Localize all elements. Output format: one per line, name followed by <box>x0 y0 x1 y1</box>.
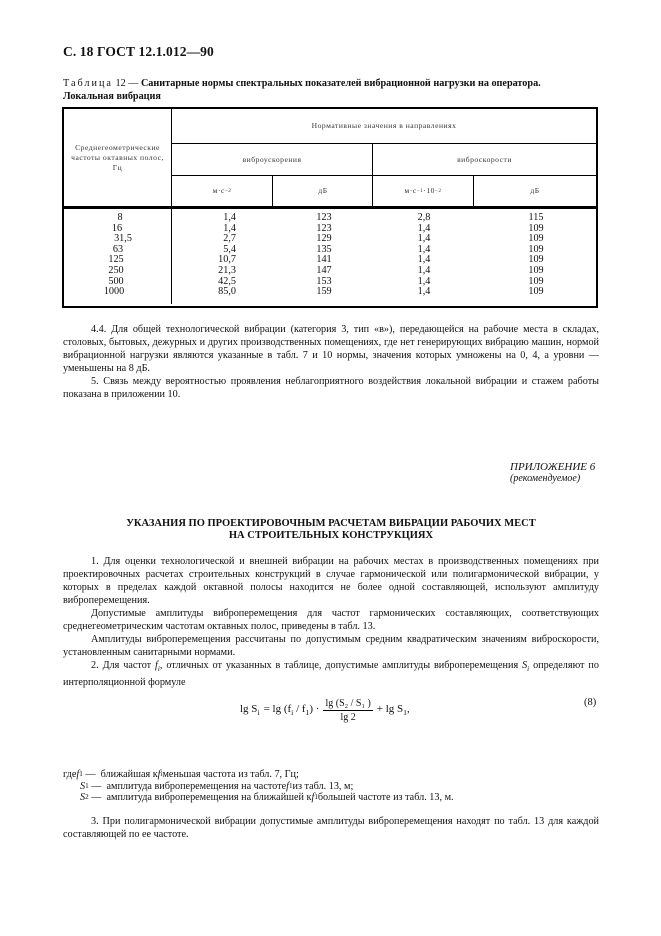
appendix-paragraph-4 <box>63 659 599 689</box>
column-velocity-db <box>516 213 556 298</box>
table-caption-title: Санитарные нормы спектральных показателей вибрационной нагрузки на оператора. <box>140 78 541 89</box>
definition-text-end: из табл. 13, м; <box>292 780 354 792</box>
cell-accel: 2,7 <box>223 233 236 245</box>
definition-dash: — <box>85 769 96 780</box>
formula-lhs-sub: i <box>257 708 260 718</box>
cell-vel-db: 115 <box>528 212 544 223</box>
unit-vel-mid: ·10 <box>423 186 435 195</box>
definition-item <box>63 781 454 793</box>
cell-accel-db: 123 <box>316 222 332 234</box>
formula-numerator: lg (S₂ / S₁ ) <box>325 698 371 709</box>
cell-accel: 85,0 <box>218 286 236 298</box>
p4-text-end: определяют по интерполяционной формуле <box>63 660 599 689</box>
header-frequency: Среднегеометрические частоты октавных полос, Гц <box>71 142 164 172</box>
unit-vel-exp1: −1 <box>416 188 424 194</box>
formula-rhs-text: + lg S <box>376 703 404 716</box>
cell-vel-db: 109 <box>528 264 544 276</box>
definition-item <box>63 792 454 804</box>
formula-close: ) · <box>309 703 320 716</box>
column-frequency <box>96 213 144 298</box>
cell-vel-db: 109 <box>528 222 544 234</box>
cell-vel: 1,4 <box>417 275 431 287</box>
appendix-label: ПРИЛОЖЕНИЕ 6 <box>510 461 596 473</box>
cell-freq: 1000 <box>103 286 125 298</box>
p4-var-f: f <box>155 660 158 671</box>
p4-var-f-sub: i <box>157 665 160 674</box>
formula-slash: / f <box>293 703 306 716</box>
cell-vel: 1,4 <box>417 264 431 276</box>
definition-symbol-sub: 1 <box>85 781 89 790</box>
cell-vel-db: 109 <box>528 275 544 287</box>
definition-var-sub: 1 <box>314 793 318 801</box>
sanitary-norms-table <box>62 107 598 308</box>
formula-f1-sub: 1 <box>305 708 310 718</box>
unit-vel-exp2: −2 <box>434 188 442 194</box>
page-header: С. 18 ГОСТ 12.1.012—90 <box>63 44 214 59</box>
formula-eq: = lg (f <box>263 703 292 716</box>
table-caption-dash: — <box>125 78 141 89</box>
cell-vel: 1,4 <box>417 222 431 234</box>
definition-text-end: меньшая частота из табл. 7, Гц; <box>162 769 299 780</box>
definition-text-end: большей частоте из табл. 13, м. <box>317 792 454 803</box>
appendix-status: (рекомендуемое) <box>510 473 581 484</box>
definition-var-sub: 1 <box>288 781 293 790</box>
cell-accel-db: 159 <box>316 286 332 298</box>
cell-vel: 1,4 <box>417 254 431 266</box>
header-velocity: виброскорости <box>457 154 512 164</box>
definition-symbol-sub: 1 <box>79 770 83 778</box>
cell-vel-db: 109 <box>528 254 544 266</box>
definition-symbol: S <box>80 792 86 803</box>
appendix-paragraph-1: 1. Для оценки технологической и внешней вибрации на рабочих местах в производственных помещениях при проектировочных расчетах строительных конструкций в случае гармонической или полигармонической вибрации, у которых в пределах каждой октавной полосы находится не более одной составляющей, используют амплитуду виброперемещения. <box>63 556 599 606</box>
formula-denominator: lg 2 <box>340 712 356 723</box>
cell-accel-db: 147 <box>316 264 332 276</box>
body-text-block-2 <box>63 555 599 689</box>
definition-item <box>63 769 454 781</box>
column-acceleration <box>196 213 236 298</box>
unit-vel-base: м·с <box>404 186 417 195</box>
cell-vel: 1,4 <box>417 243 431 255</box>
cell-freq: 125 <box>108 254 124 266</box>
definition-text: амплитуда виброперемещения на частоте <box>106 780 287 792</box>
cell-freq: 63 <box>112 243 124 255</box>
definition-prefix: где <box>63 769 77 780</box>
cell-accel: 10,7 <box>218 254 236 266</box>
cell-accel-db: 123 <box>316 212 332 223</box>
cell-freq: 250 <box>108 264 124 276</box>
appendix-paragraph-2: Допустимые амплитуды виброперемещения для частот гармонических составляющих, соответствующих среднегеометрическим частотам октавных полос, приведены в табл. 13. <box>63 608 599 632</box>
definition-var-sub: i <box>160 770 163 778</box>
cell-vel: 1,4 <box>417 233 431 245</box>
formula-fraction <box>323 698 372 723</box>
table-caption-subtitle: Локальная вибрация <box>63 90 161 102</box>
appendix-title-line2: НА СТРОИТЕЛЬНЫХ КОНСТРУКЦИЯХ <box>228 529 434 541</box>
definition-symbol: f <box>76 769 80 780</box>
p4-var-s: S <box>522 660 528 671</box>
cell-freq: 31,5 <box>114 233 132 245</box>
unit-accel-base: м·с <box>212 186 225 195</box>
paragraph-5: 5. Связь между вероятностью проявления неблагоприятного воздействия локальной вибрации и стажем работы показана в приложении 10. <box>63 376 599 400</box>
unit-accel <box>172 176 272 206</box>
cell-accel: 42,5 <box>218 275 236 287</box>
appendix-title <box>63 518 599 541</box>
appendix-label-block <box>510 462 595 484</box>
cell-freq: 8 <box>117 212 123 223</box>
formula-definitions <box>63 769 454 804</box>
equation-number: (8) <box>584 697 597 708</box>
cell-vel-db: 109 <box>528 233 544 245</box>
body-text-block-3 <box>63 815 599 841</box>
cell-accel: 5,4 <box>223 243 236 255</box>
definition-dash: — <box>91 792 102 803</box>
p4-var-s-sub: i <box>527 665 530 674</box>
cell-vel-db: 109 <box>528 243 544 255</box>
appendix-title-line1: УКАЗАНИЯ ПО ПРОЕКТИРОВОЧНЫМ РАСЧЕТАМ ВИБРАЦИИ РАБОЧИХ МЕСТ <box>126 518 536 529</box>
formula-fi-sub: i <box>291 708 294 718</box>
body-text-block-1 <box>63 323 599 401</box>
unit-velocity-db: дБ <box>530 186 540 195</box>
formula-lhs-text: lg S <box>240 703 258 716</box>
interpolation-formula <box>240 698 410 723</box>
cell-vel-db: 109 <box>528 286 544 298</box>
p4-text: 2. Для частот <box>91 660 156 671</box>
table-caption <box>63 78 603 103</box>
cell-accel-db: 135 <box>316 243 332 255</box>
header-normative-values: Нормативные значения в направлениях <box>311 121 457 130</box>
column-velocity <box>404 213 444 298</box>
definition-var: f <box>286 780 289 792</box>
definition-dash: — <box>91 780 102 792</box>
cell-accel: 1,4 <box>223 222 236 234</box>
paragraph-4-4: 4.4. Для общей технологической вибрации (категория 3, тип «в»), передающейся на рабочие места в складах, столовых, бытовых, дежурных и других производственных помещениях, где нет генерирующих вибрацию машин, нормой вибрационной нагрузки являются указанные в табл. 7 и 10 нормы, значения которых умножены на 0, 4, а уровни — уменьшены на 8 дБ. <box>63 324 599 374</box>
unit-accel-db: дБ <box>318 186 328 195</box>
formula-rhs <box>377 703 410 717</box>
cell-vel: 1,4 <box>417 286 431 298</box>
definition-var: f <box>311 792 315 803</box>
formula-lhs <box>240 703 260 717</box>
definition-text: ближайшая к <box>100 769 158 780</box>
definition-var: f <box>157 769 161 780</box>
cell-accel-db: 129 <box>316 233 332 245</box>
table-caption-number: 12 <box>115 78 126 89</box>
cell-accel: 1,4 <box>223 212 236 223</box>
table-caption-label: Таблица <box>63 78 113 89</box>
definition-symbol-sub: 2 <box>85 793 89 801</box>
cell-freq: 16 <box>111 222 123 234</box>
cell-freq: 500 <box>108 275 124 287</box>
definition-text: амплитуда виброперемещения на ближайшей к <box>106 792 312 803</box>
appendix-paragraph-3: Амплитуды виброперемещения рассчитаны по допустимым средним квадратическим значениям виброскорости, установленным санитарными нормами. <box>63 634 599 658</box>
formula-tail: , <box>407 703 410 716</box>
cell-accel-db: 153 <box>316 275 332 287</box>
cell-accel-db: 141 <box>316 254 332 266</box>
formula-rhs-sub: 1 <box>403 708 408 718</box>
cell-accel: 21,3 <box>218 264 236 276</box>
appendix-paragraph-5: 3. При полигармонической вибрации допустимые амплитуды виброперемещения находят по табл. 13 для каждой составляющей по ее частоте. <box>63 816 599 840</box>
unit-accel-exp: −2 <box>224 188 232 194</box>
formula-ratio <box>264 703 320 717</box>
header-acceleration: виброускорения <box>242 154 302 164</box>
header-bottom-rule <box>64 206 596 209</box>
cell-vel: 2,8 <box>417 212 431 223</box>
column-acceleration-db <box>304 213 344 298</box>
p4-text-mid: , отличных от указанных в таблице, допустимые амплитуды виброперемещения <box>159 660 523 671</box>
unit-velocity <box>373 176 473 206</box>
definition-symbol: S <box>80 780 86 792</box>
